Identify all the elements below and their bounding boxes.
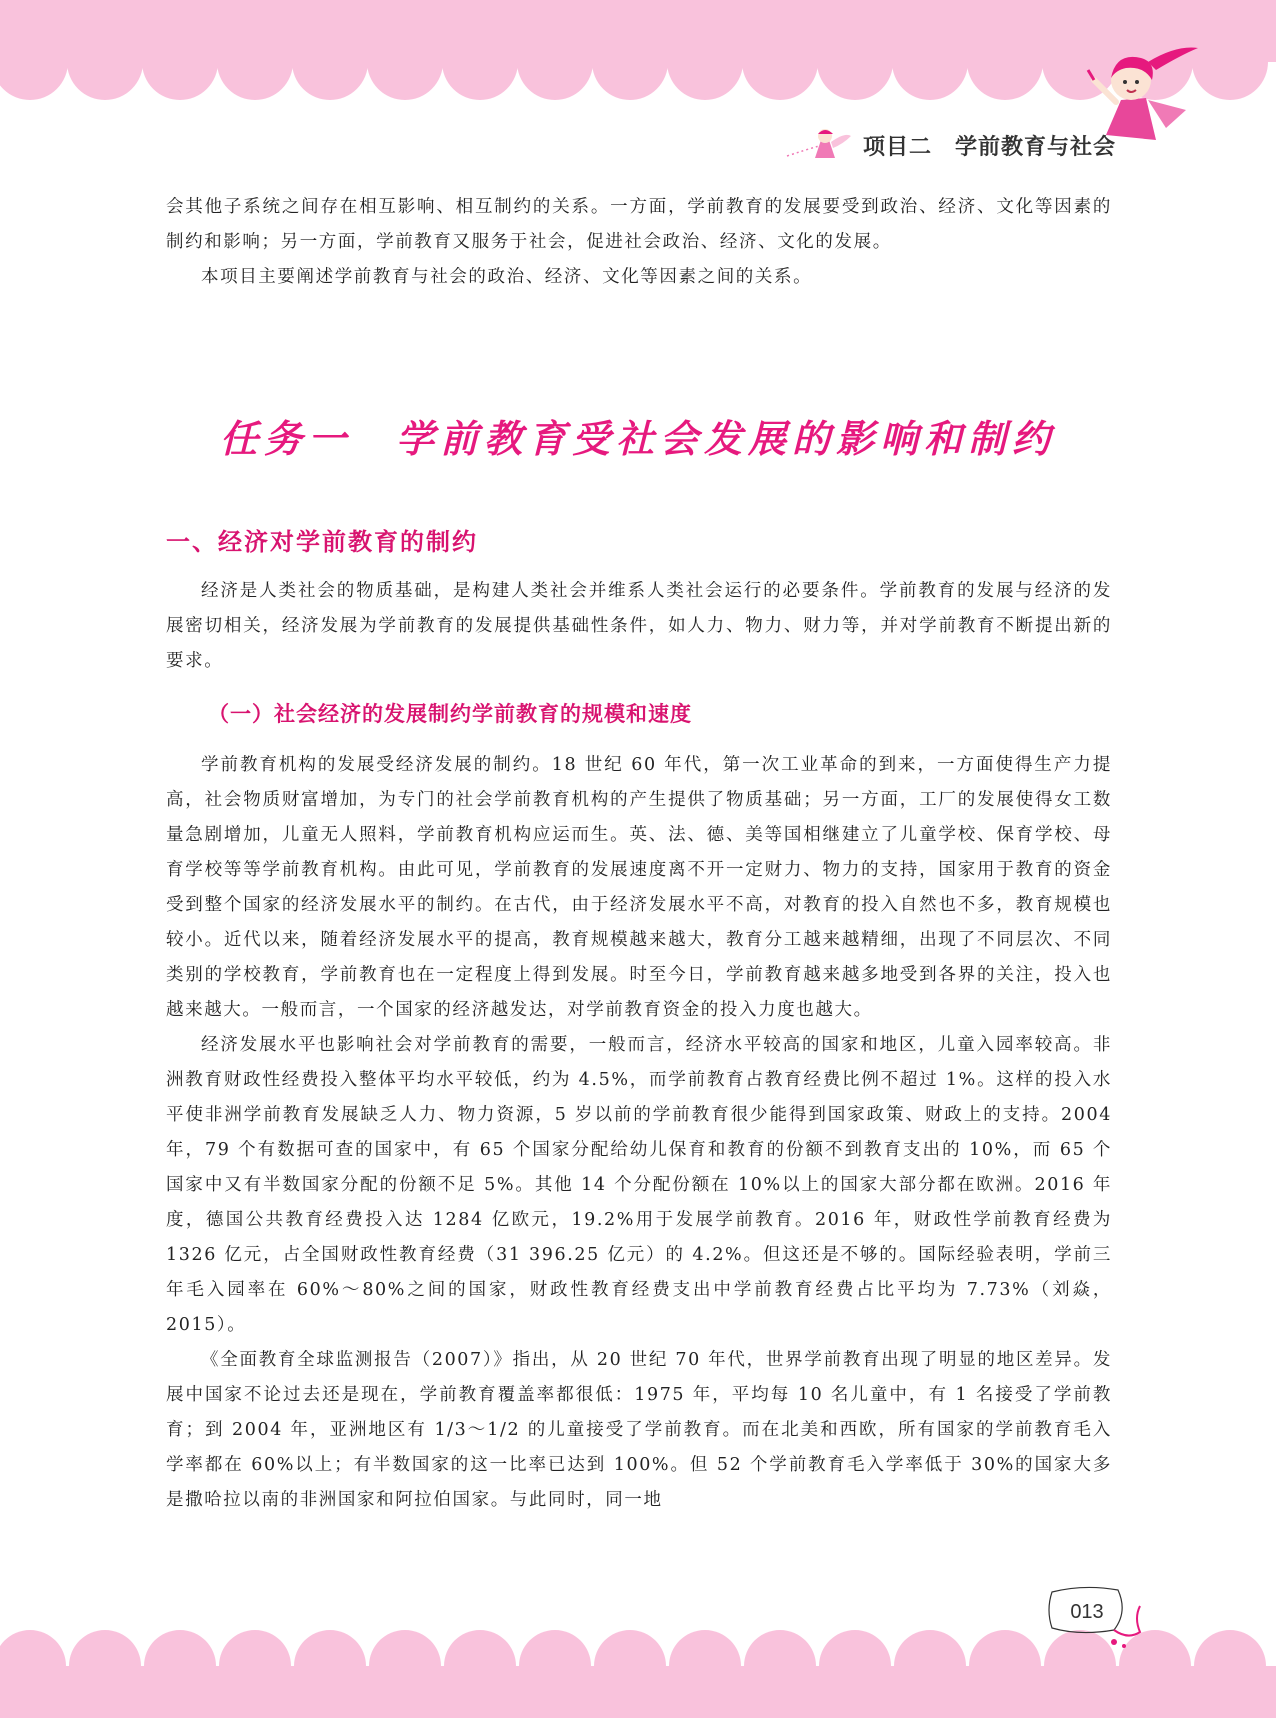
section-1-body [166, 574, 1112, 679]
section-1-paragraph: 经济是人类社会的物质基础，是构建人类社会并维系人类社会运行的必要条件。学前教育的发展与经济的发展密切相关，经济发展为学前教育的发展提供基础性条件，如人力、物力、财力等，并对学前教育不断提出新的要求。 [166, 581, 1112, 671]
page-number-text: 013 [1070, 1600, 1104, 1623]
intro-paragraph-1: 会其他子系统之间存在相互影响、相互制约的关系。一方面，学前教育的发展要受到政治、经济、文化等因素的制约和影响；另一方面，学前教育又服务于社会，促进社会政治、经济、文化的发展。 [166, 197, 1112, 252]
running-header-title: 项目二 学前教育与社会 [862, 134, 1116, 160]
task-title: 任务一 学前教育受社会发展的影响和制约 [219, 416, 1056, 461]
top-scallop-band [0, 0, 1276, 110]
subsection-paragraph-3: 《全面教育全球监测报告（2007）》指出，从 20 世纪 70 年代，世界学前教育出现了明显的地区差异。发展中国家不论过去还是现在，学前教育覆盖率都很低：1975 年，平均每 10 名儿童中，有 1 名接受了学前教育；到 2004 年，亚洲地区有 1/3～1/2 的儿童接受了学前教育。而在北美和西欧，所有国家的学前教育毛入学率都在 60%以上；有半数国家的这一比率已达到 100%。但 52 个学前教育毛入学率低于 30%的国家大多是撒哈拉以南的非洲国家和阿拉伯国家。与此同时，同一地 [166, 1350, 1112, 1510]
mini-fairy-icon [785, 126, 855, 164]
subsection-heading-scale-speed: （一）社会经济的发展制约学前教育的规模和速度 [208, 702, 692, 726]
subsection-1-body [166, 748, 1112, 1518]
subsection-paragraph-2: 经济发展水平也影响社会对学前教育的需要，一般而言，经济水平较高的国家和地区，儿童入园率较高。非洲教育财政性经费投入整体平均水平较低，约为 4.5%，而学前教育占教育经费比例不超过 1%。这样的投入水平使非洲学前教育发展缺乏人力、物力资源，5 岁以前的学前教育很少能得到国家政策、财政上的支持。2004 年，79 个有数据可查的国家中，有 65 个国家分配给幼儿保育和教育的份额不到教育支出的 10%，而 65 个国家中又有半数国家分配的份额不足 5%。其他 14 个分配份额在 10%以上的国家大部分都在欧洲。2016 年度，德国公共教育经费投入达 1284 亿欧元，19.2%用于发展学前教育。2016 年，财政性学前教育经费为 1326 亿元，占全国财政性教育经费（31 396.25 亿元）的 4.2%。但这还是不够的。国际经验表明，学前三年毛入园率在 60%～80%之间的国家，财政性教育经费支出中学前教育经费占比平均为 7.73%（刘焱，2015）。 [166, 1035, 1112, 1335]
intro-paragraph-2: 本项目主要阐述学前教育与社会的政治、经济、文化等因素之间的关系。 [201, 267, 813, 287]
page-number [1050, 1592, 1124, 1632]
subsection-paragraph-1: 学前教育机构的发展受经济发展的制约。18 世纪 60 年代，第一次工业革命的到来，一方面使得生产力提高，社会物质财富增加，为专门的社会学前教育机构的产生提供了物质基础；另一方面，工厂的发展使得女工数量急剧增加，儿童无人照料，学前教育机构应运而生。英、法、德、美等国相继建立了儿童学校、保育学校、母育学校等等学前教育机构。由此可见，学前教育的发展速度离不开一定财力、物力的支持，国家用于教育的资金受到整个国家的经济发展水平的制约。在古代，由于经济发展水平不高，对教育的投入自然也不多，教育规模也较小。近代以来，随着经济发展水平的提高，教育规模越来越大，教育分工越来越精细，出现了不同层次、不同类别的学校教育，学前教育也在一定程度上得到发展。时至今日，学前教育越来越多地受到各界的关注，投入也越来越大。一般而言，一个国家的经济越发达，对学前教育资金的投入力度也越大。 [166, 755, 1112, 1020]
section-heading-economy: 一、经济对学前教育的制约 [166, 528, 478, 556]
intro-block [166, 190, 1112, 295]
running-header [785, 125, 1116, 165]
